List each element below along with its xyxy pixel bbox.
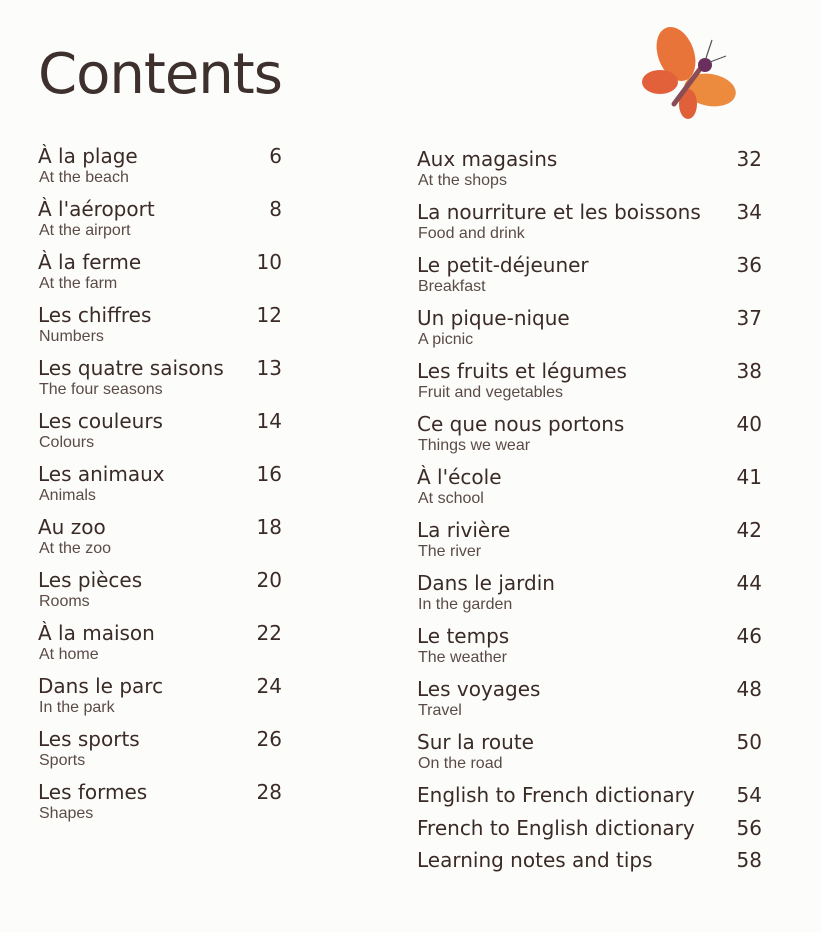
entry-page-number: 38 <box>736 359 762 383</box>
contents-entry[interactable] <box>417 464 762 517</box>
entry-translation: In the garden <box>418 596 513 613</box>
contents-entry[interactable] <box>38 408 282 461</box>
entry-translation: The weather <box>418 649 507 666</box>
entry-translation: Travel <box>418 702 462 719</box>
page-title: Contents <box>38 42 282 107</box>
entry-title: Aux magasins <box>417 147 558 171</box>
contents-entry[interactable] <box>417 623 762 676</box>
contents-entry[interactable] <box>38 779 282 832</box>
entry-title: Un pique-nique <box>417 306 570 330</box>
entry-translation: Food and drink <box>418 225 525 242</box>
entry-title: Les voyages <box>417 677 541 701</box>
entry-title: Dans le parc <box>38 674 164 698</box>
contents-entry[interactable] <box>38 567 282 620</box>
entry-translation: At the zoo <box>39 540 112 557</box>
entry-page-number: 44 <box>736 571 762 595</box>
entry-page-number: 18 <box>256 515 282 539</box>
entry-page-number: 54 <box>736 783 762 807</box>
entry-page-number: 24 <box>256 674 282 698</box>
entry-page-number: 20 <box>256 568 282 592</box>
entry-page-number: 32 <box>736 147 762 171</box>
entry-page-number: 58 <box>736 848 762 872</box>
entry-translation: Fruit and vegetables <box>418 384 563 401</box>
contents-list-left <box>38 143 282 832</box>
entry-title: À l'école <box>417 465 502 489</box>
entry-title: Les formes <box>38 780 148 804</box>
contents-entry[interactable] <box>417 517 762 570</box>
entry-translation: At the beach <box>39 169 129 186</box>
butterfly-illustration <box>638 24 748 124</box>
entry-page-number: 6 <box>269 144 282 168</box>
entry-page-number: 8 <box>269 197 282 221</box>
entry-title: Au zoo <box>38 515 106 539</box>
entry-page-number: 36 <box>736 253 762 277</box>
entry-translation: In the park <box>39 699 115 716</box>
contents-entry[interactable] <box>417 782 762 815</box>
entry-title: À la maison <box>38 621 155 645</box>
contents-entry[interactable] <box>38 726 282 779</box>
entry-title: À la ferme <box>38 250 142 274</box>
contents-entry[interactable] <box>417 252 762 305</box>
entry-title: Les sports <box>38 727 140 751</box>
entry-translation: At home <box>39 646 99 663</box>
entry-page-number: 16 <box>256 462 282 486</box>
entry-translation: The river <box>418 543 482 560</box>
entry-page-number: 28 <box>256 780 282 804</box>
entry-page-number: 50 <box>736 730 762 754</box>
contents-entry[interactable] <box>38 620 282 673</box>
entry-translation: The four seasons <box>39 381 163 398</box>
entry-page-number: 46 <box>736 624 762 648</box>
entry-page-number: 42 <box>736 518 762 542</box>
entry-translation: A picnic <box>418 331 474 348</box>
entry-title: La rivière <box>417 518 511 542</box>
entry-translation: Rooms <box>39 593 90 610</box>
entry-translation: Animals <box>39 487 96 504</box>
entry-page-number: 12 <box>256 303 282 327</box>
entry-translation: At the farm <box>39 275 118 292</box>
entry-title: Dans le jardin <box>417 571 555 595</box>
entry-title: Les quatre saisons <box>38 356 224 380</box>
entry-page-number: 37 <box>736 306 762 330</box>
entry-title: Le petit-déjeuner <box>417 253 589 277</box>
entry-title: English to French dictionary <box>417 783 695 807</box>
contents-entry[interactable] <box>38 461 282 514</box>
contents-entry[interactable] <box>38 673 282 726</box>
entry-page-number: 48 <box>736 677 762 701</box>
contents-entry[interactable] <box>417 815 762 848</box>
entry-title: À l'aéroport <box>38 197 155 221</box>
entry-title: Le temps <box>417 624 510 648</box>
contents-entry[interactable] <box>38 249 282 302</box>
contents-entry[interactable] <box>38 355 282 408</box>
entry-title: Learning notes and tips <box>417 848 653 872</box>
contents-entry[interactable] <box>38 514 282 567</box>
contents-entry[interactable] <box>417 358 762 411</box>
entry-translation: At the shops <box>418 172 507 189</box>
entry-translation: On the road <box>418 755 503 772</box>
contents-entry[interactable] <box>417 570 762 623</box>
entry-translation: At the airport <box>39 222 131 239</box>
entry-title: Les pièces <box>38 568 143 592</box>
contents-entry[interactable] <box>417 146 762 199</box>
entry-page-number: 22 <box>256 621 282 645</box>
entry-title: Les fruits et légumes <box>417 359 627 383</box>
entry-translation: Sports <box>39 752 86 769</box>
entry-page-number: 13 <box>256 356 282 380</box>
entry-translation: Things we wear <box>418 437 531 454</box>
entry-title: Les animaux <box>38 462 165 486</box>
contents-entry[interactable] <box>417 847 762 880</box>
entry-translation: Numbers <box>39 328 104 345</box>
entry-title: À la plage <box>38 144 138 168</box>
entry-title: French to English dictionary <box>417 815 695 840</box>
entry-title: La nourriture et les boissons <box>417 200 701 224</box>
entry-page-number: 26 <box>256 727 282 751</box>
entry-title: Sur la route <box>417 730 534 754</box>
contents-entry[interactable] <box>38 302 282 355</box>
entry-translation: At school <box>418 490 484 507</box>
entry-page-number: 41 <box>736 465 762 489</box>
entry-page-number: 56 <box>736 815 762 840</box>
contents-entry[interactable] <box>417 729 762 782</box>
contents-list-right <box>417 146 762 880</box>
entry-page-number: 10 <box>256 250 282 274</box>
entry-translation: Colours <box>39 434 95 451</box>
contents-entry[interactable] <box>38 143 282 196</box>
entry-page-number: 34 <box>736 200 762 224</box>
contents-entry[interactable] <box>417 676 762 729</box>
contents-entry[interactable] <box>417 305 762 358</box>
entry-title: Les chiffres <box>38 303 152 327</box>
contents-entry[interactable] <box>38 196 282 249</box>
entry-page-number: 40 <box>736 412 762 436</box>
entry-translation: Shapes <box>39 805 94 822</box>
entry-page-number: 14 <box>256 409 282 433</box>
entry-title: Les couleurs <box>38 409 163 433</box>
entry-title: Ce que nous portons <box>417 412 625 436</box>
entry-translation: Breakfast <box>418 278 486 295</box>
contents-entry[interactable] <box>417 199 762 252</box>
contents-entry[interactable] <box>417 411 762 464</box>
